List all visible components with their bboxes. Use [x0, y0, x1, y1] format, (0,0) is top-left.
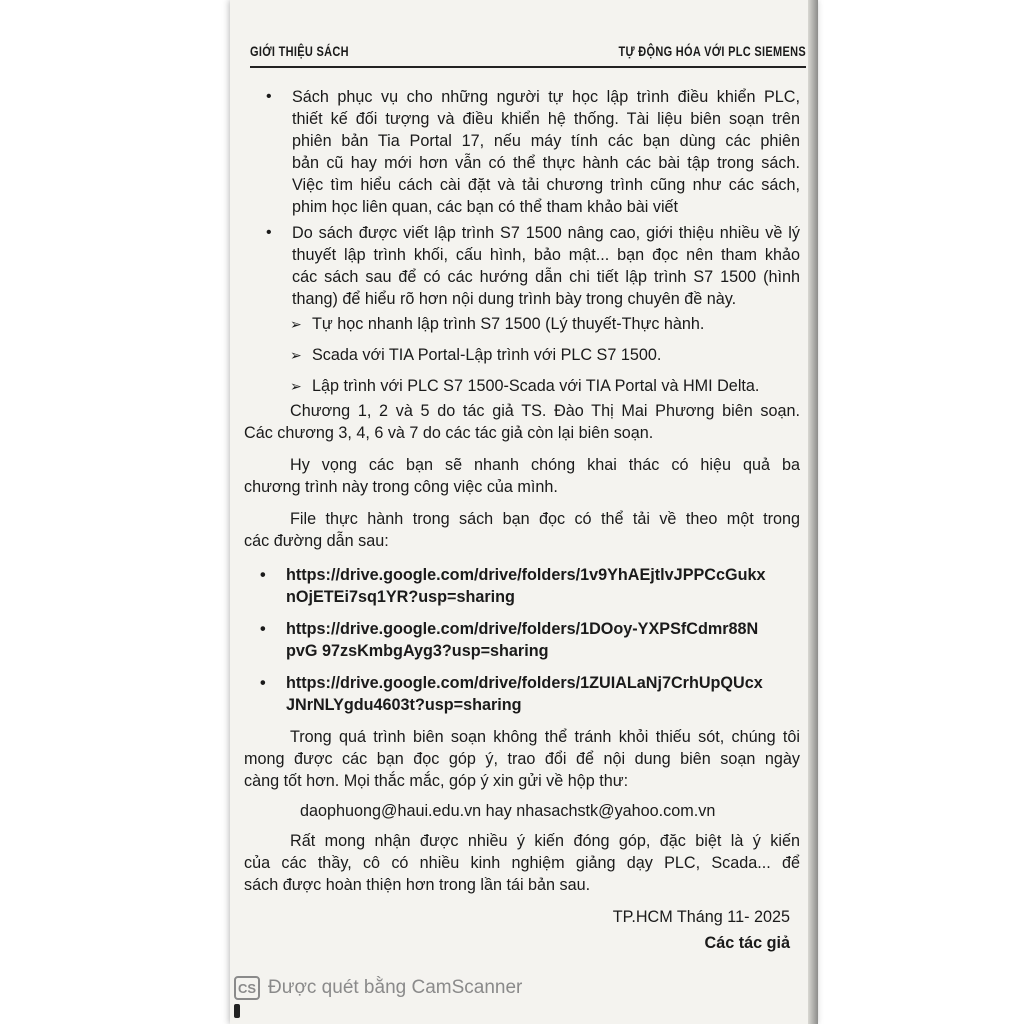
header-section-title: GIỚI THIỆU SÁCH — [250, 44, 349, 60]
text-line: chương trình này trong công việc của mình. — [244, 478, 558, 496]
place-date: TP.HCM Tháng 11- 2025 — [612, 908, 790, 926]
paragraph-hope — [244, 454, 800, 498]
page-corner-mark — [234, 1004, 240, 1018]
bullet-icon: • — [260, 620, 266, 638]
text-line: Chương 1, 2 và 5 do tác giả TS. Đào Thị Mai Phương biên soạn. — [290, 402, 800, 420]
bullet-icon: • — [266, 88, 272, 105]
text-line: File thực hành trong sách bạn đọc có thể tải về theo một trong — [290, 510, 800, 528]
link-text[interactable]: https://drive.google.com/drive/folders/1v9YhAEjtlvJPPCcGukx — [286, 566, 766, 584]
header-book-title: TỰ ĐỘNG HÓA VỚI PLC SIEMENS — [618, 44, 806, 60]
bullet-item-self-study — [244, 86, 800, 218]
text-line: phim học liên quan, các bạn có thể tham khảo bài viết — [292, 198, 679, 216]
reference-book-item — [244, 375, 800, 406]
arrow-bullet-icon: ➢ — [290, 378, 302, 394]
link-text[interactable]: https://drive.google.com/drive/folders/1DOoy-YXPSfCdmr88N — [286, 620, 759, 638]
text-line: của các thầy, cô có nhiều kinh nghiệm giảng dạy PLC, Scada... để — [244, 854, 800, 872]
watermark-text: Được quét bằng CamScanner — [268, 977, 523, 998]
text-line: càng tốt hơn. Mọi thắc mắc, góp ý xin gửi về hộp thư: — [244, 772, 629, 790]
arrow-bullet-icon: ➢ — [290, 316, 302, 332]
reference-book-item — [244, 344, 800, 375]
text-line: thiết kế đối tượng và điều khiển hệ thống. Tài liệu biên soạn trên — [292, 110, 800, 128]
bullet-icon: • — [260, 674, 266, 692]
text-line: bản cũ hay mới hơn vẫn có thể thực hành các bài tập trong sách. — [292, 154, 800, 172]
reference-book-list — [244, 313, 800, 406]
paragraph-authors — [244, 400, 800, 444]
text-line: thang) để hiểu rõ hơn nội dung trình bày trong chuyên đề này. — [292, 290, 737, 308]
text-line: thuyết lập trình khối, cấu hình, bảo mật... bạn đọc nên tham khảo — [292, 246, 800, 264]
download-link-item[interactable] — [244, 618, 800, 662]
text-line: Các chương 3, 4, 6 và 7 do các tác giả còn lại biên soạn. — [244, 424, 654, 442]
signature-authors: Các tác giả — [704, 934, 790, 952]
bullet-icon: • — [266, 224, 272, 241]
text-line: Rất mong nhận được nhiều ý kiến đóng góp, đặc biệt là ý kiến — [290, 832, 800, 850]
download-link-item[interactable] — [244, 672, 800, 716]
text-line: các đường dẫn sau: — [244, 532, 389, 550]
page-edge-shadow — [808, 0, 818, 1024]
reference-book-title: Lập trình với PLC S7 1500-Scada với TIA Portal và HMI Delta. — [312, 377, 760, 395]
paragraph-files — [244, 508, 800, 552]
contact-emails — [244, 800, 800, 822]
text-line: Việc tìm hiểu cách cài đặt và tải chương trình cũng như các sách, — [292, 176, 800, 194]
link-text[interactable]: nOjETEi7sq1YR?usp=sharing — [286, 588, 515, 606]
download-links — [244, 564, 800, 716]
text-line: Do sách được viết lập trình S7 1500 nâng cao, giới thiệu nhiều về lý — [292, 224, 800, 242]
running-header — [250, 44, 806, 68]
download-link-item[interactable] — [244, 564, 800, 608]
signature-block — [244, 906, 800, 954]
text-line: sách được hoàn thiện hơn trong lần tái bản sau. — [244, 876, 591, 894]
text-line: phiên bản Tia Portal 17, nếu máy tính các bạn dùng các phiên — [292, 132, 800, 150]
camscanner-watermark — [234, 976, 522, 1000]
text-line: mong được các bạn đọc góp ý, trao đổi để nội dung biên soạn ngày — [244, 750, 800, 768]
page-content — [244, 86, 800, 954]
reference-book-item — [244, 313, 800, 344]
text-line: Trong quá trình biên soạn không thể tránh khỏi thiếu sót, chúng tôi — [290, 728, 800, 746]
text-line: các sách sau để có các hướng dẫn chi tiết lập trình S7 1500 (hình — [292, 268, 800, 286]
camscanner-logo-icon: CS — [234, 976, 260, 1000]
bullet-icon: • — [260, 566, 266, 584]
reference-book-title: Tự học nhanh lập trình S7 1500 (Lý thuyết-Thực hành. — [312, 315, 705, 333]
bullet-item-references — [244, 222, 800, 310]
text-line: Hy vọng các bạn sẽ nhanh chóng khai thác có hiệu quả ba — [290, 456, 800, 474]
link-text[interactable]: https://drive.google.com/drive/folders/1ZUIALaNj7CrhUpQUcx — [286, 674, 763, 692]
paragraph-feedback — [244, 726, 800, 792]
link-text[interactable]: pvG 97zsKmbgAyg3?usp=sharing — [286, 642, 549, 660]
paragraph-wish — [244, 830, 800, 896]
email-addresses[interactable]: daophuong@haui.edu.vn hay nhasachstk@yahoo.com.vn — [300, 802, 716, 820]
reference-book-title: Scada với TIA Portal-Lập trình với PLC S7 1500. — [312, 346, 662, 364]
arrow-bullet-icon: ➢ — [290, 347, 302, 363]
text-line: Sách phục vụ cho những người tự học lập trình điều khiển PLC, — [292, 88, 800, 106]
link-text[interactable]: JNrNLYgdu4603t?usp=sharing — [286, 696, 522, 714]
